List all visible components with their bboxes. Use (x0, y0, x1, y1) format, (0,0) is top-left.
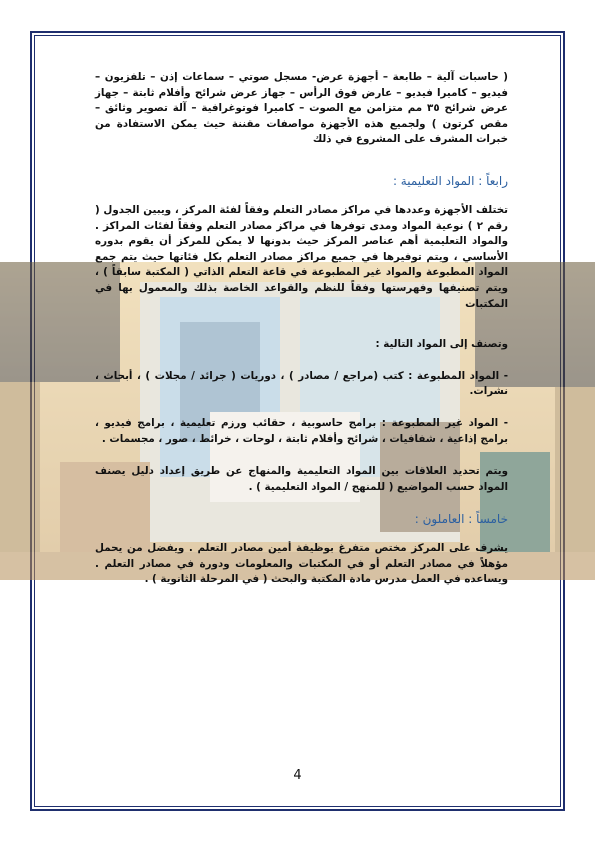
classified-into-line: وتصنف إلى المواد التالية : (375, 338, 508, 351)
page-number: 4 (293, 768, 302, 783)
document-body (95, 70, 508, 588)
materials-intro-paragraph: تختلف الأجهزة وعددها في مراكز مصادر التعلم وفقاً لفئة المركز ، ويبين الجدول ( رقم ٢ ) نوعية المواد ومدى توفرها في مراكز مصادر التعلم وفقاً لفئات المراكز . والمواد التعليمية أهم عناصر المركز حيث بدونها لا يمكن للمركز أن يقوم بدوره الأساسي ، ويتم توفيرها في جميع مراكز مصادر التعلم بكل فئاتها حيث يتم جمع المواد المطبوعة والمواد غير المطبوعة في قاعة التعلم الذاتي ( المكتبة سابقاً ) ، ويتم تصنيفها وفهرستها وفقاً للنظم والقواعد الخاصة بذلك والمعمول بها في المكتبات (95, 203, 508, 310)
printed-materials-paragraph: - المواد المطبوعة : كتب (مراجع / مصادر ) ، دوريات ( جرائد / مجلات ) ، أبحاث ، نشرات. (95, 369, 508, 398)
equipment-list-paragraph: ( حاسبات آلية – طابعة – أجهزة عرض- مسجل صوتي – سماعات إذن – تلفزيون – فيديو – كاميرا فيديو – عارض فوق الرأس – جهاز عرض شرائح وأفلام ثابتة – جهاز عرض شرائح ٣٥ مم متزامن مع الصوت – كاميرا فوتوغرافية – آلة تصوير وثائق – مقص كرتون ) ولجميع هذه الأجهزة مواصفات مقننة حيث يمكن الاستفادة من خبرات المشرف على المشروع في ذلك (95, 71, 509, 146)
section-heading-workers: خامساً : العاملون : (414, 512, 508, 527)
section-heading-educational-materials: رابعاً : المواد التعليمية : (392, 173, 508, 188)
non-printed-materials-paragraph: - المواد غير المطبوعة : برامج حاسوبية ، حقائب ورزم تعليمية ، برامج فيديو ، برامج إذاعية ، شفافيات ، شرائح وأفلام ثابتة ، لوحات ، خرائط ، صور ، مجسمات . (95, 416, 508, 445)
relationships-paragraph: ويتم تحديد العلاقات بين المواد التعليمية والمنهاج عن طريق إعداد دليل يصنف المواد حسب المواضيع ( للمنهج / المواد التعليمية ) . (95, 465, 508, 493)
workers-paragraph: يشرف على المركز مختص متفرغ بوظيفة أمين مصادر التعلم . ويفضل من يحمل مؤهلاً في مصادر التعلم أو في المكتبات والمعلومات ودورة في مصادر التعلم . ويساعده في العمل مدرس مادة المكتبة والبحث ( في المرحلة الثانوية ) . (95, 542, 508, 586)
